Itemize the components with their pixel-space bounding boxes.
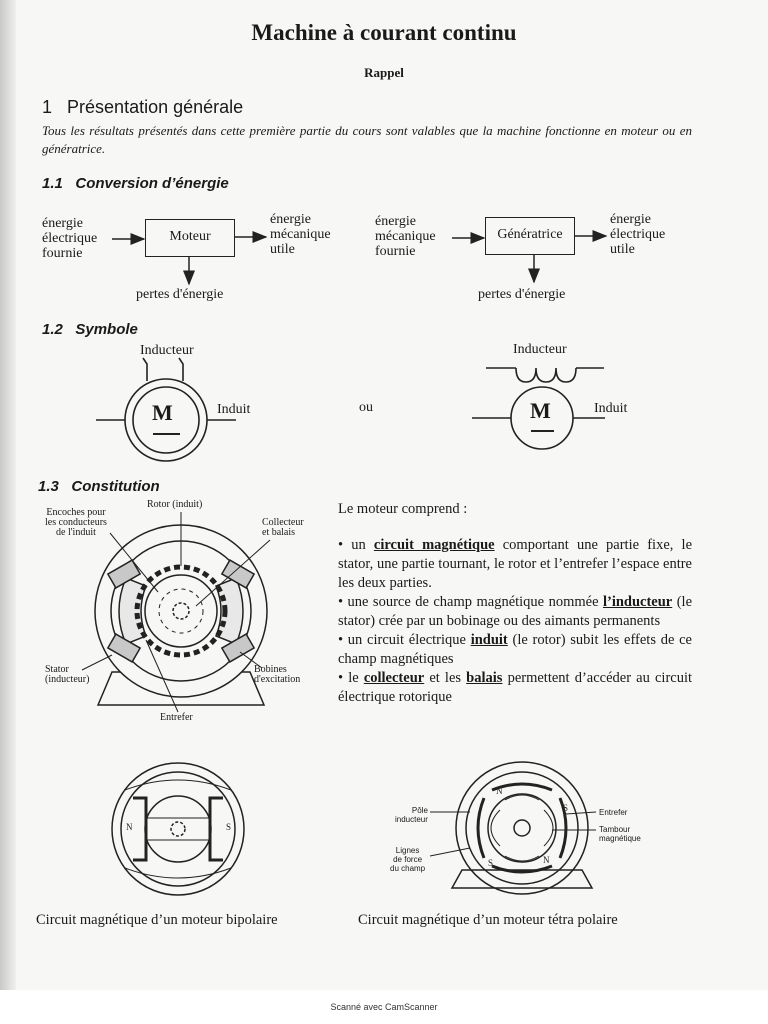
bipolar-pole-s: S	[226, 822, 232, 832]
bullet-2-key: l’inducteur	[602, 594, 673, 610]
coils-line-2: d'excitation	[254, 674, 301, 685]
bullet-2-post: (le stator) crée par un bobinage ou des aimants permanents	[338, 594, 692, 629]
tetra-airgap-label: Entrefer	[599, 808, 628, 817]
tetra-lines-line-2: de force	[393, 855, 423, 864]
notches-line-1: Encoches pour	[46, 507, 106, 518]
description-lead: Le moteur comprend :	[338, 501, 468, 517]
section-1-intro: Tous les résultats présentés dans cette première partie du cours sont valables que la machine fonctionne en moteur ou en génératrice.	[42, 123, 692, 156]
motor-input-line-1: énergie	[42, 216, 83, 231]
section-1-2-title: Symbole	[75, 321, 138, 338]
tetra-pole-s-right: S	[563, 803, 569, 813]
generator-output-line-1: énergie	[610, 212, 651, 227]
tetra-lines-line-3: du champ	[390, 864, 426, 873]
generator-loss-label: pertes d'énergie	[478, 287, 566, 302]
tetra-pole-n-top: N	[496, 786, 503, 796]
section-1-3-number: 1.3	[38, 478, 59, 495]
tetra-pole-n-bottom: N	[543, 855, 550, 865]
bullet-4-mid: et les	[424, 670, 467, 686]
bullet-4-key-2: balais	[466, 670, 503, 686]
bullet-3-post: (le rotor) subit les effets de ce champ magnétiques	[338, 632, 692, 667]
generator-box: Génératrice	[485, 217, 575, 255]
section-1-2-number: 1.2	[42, 321, 63, 338]
subtitle: Rappel	[364, 65, 404, 80]
symbol-right-armature-label: Induit	[594, 401, 628, 416]
tetrapolar-caption: Circuit magnétique d’un moteur tétra polaire	[358, 912, 618, 928]
coils-line-1: Bobines	[254, 664, 287, 675]
tetra-lines-line-1: Lignes	[395, 846, 420, 855]
bullet-2-pre: • une source de champ magnétique nommée	[338, 594, 603, 610]
bipolar-pole-n: N	[126, 822, 133, 832]
motor-output-line-1: énergie	[270, 212, 311, 227]
symbol-left-inductor-label: Inducteur	[140, 343, 194, 358]
tetra-drum-line-1: Tambour	[599, 825, 631, 834]
tetra-pole-line-2: inducteur	[395, 815, 428, 824]
section-1-1-title: Conversion d’énergie	[75, 175, 229, 192]
stator-line-1: Stator	[45, 664, 69, 675]
collector-line-1: Collecteur	[262, 517, 304, 528]
bullet-4-pre: • le	[338, 670, 364, 686]
symbol-left-armature-label: Induit	[217, 402, 251, 417]
bullet-3-key: induit	[470, 632, 508, 648]
section-1-1-number: 1.1	[42, 175, 63, 192]
motor-input-line-2: électrique	[42, 231, 98, 246]
symbol-or: ou	[359, 400, 373, 415]
motor-input-line-3: fournie	[42, 246, 83, 261]
generator-input-line-2: mécanique	[375, 229, 436, 244]
motor-loss-label: pertes d'énergie	[136, 287, 224, 302]
symbol-right-inductor-label: Inducteur	[513, 342, 567, 357]
generator-input-line-3: fournie	[375, 244, 416, 259]
bullet-1-pre: • un	[338, 537, 374, 553]
tetra-pole-s-bottom: S	[488, 858, 494, 868]
rotor-label: Rotor (induit)	[147, 499, 203, 510]
symbol-left-letter: M	[152, 400, 173, 425]
section-1-title: Présentation générale	[67, 97, 244, 117]
motor-output-line-2: mécanique	[270, 227, 331, 242]
motor-box: Moteur	[145, 219, 235, 257]
notches-line-2: les conducteurs	[45, 517, 107, 528]
bullet-3-pre: • un circuit électrique	[338, 632, 471, 648]
notches-line-3: de l'induit	[56, 527, 96, 538]
tetra-pole-line-1: Pôle	[411, 806, 428, 815]
airgap-label: Entrefer	[160, 712, 193, 723]
collector-line-2: et balais	[262, 527, 296, 538]
generator-input-line-1: énergie	[375, 214, 416, 229]
section-1-3-title: Constitution	[71, 478, 160, 495]
bullet-1-key: circuit magnétique	[373, 537, 495, 553]
section-1-number: 1	[42, 97, 53, 117]
stator-line-2: (inducteur)	[45, 674, 90, 685]
bullet-1-post: comportant une partie fixe, le stator, une partie tournant, le rotor et l’entrefer l’espace entre les deux parties.	[338, 537, 692, 591]
generator-output-line-3: utile	[610, 242, 635, 257]
bipolar-caption: Circuit magnétique d’un moteur bipolaire	[36, 912, 278, 928]
motor-output-line-3: utile	[270, 242, 295, 257]
page-title: Machine à courant continu	[251, 20, 517, 45]
symbol-right-letter: M	[530, 398, 551, 423]
generator-output-line-2: électrique	[610, 227, 666, 242]
bullet-4-key-1: collecteur	[363, 670, 425, 686]
bullet-4-post: permettent d’accéder au circuit électrique rotorique	[338, 670, 693, 705]
tetra-drum-line-2: magnétique	[599, 834, 641, 843]
scanner-footer: Scanné avec CamScanner	[330, 1002, 438, 1012]
